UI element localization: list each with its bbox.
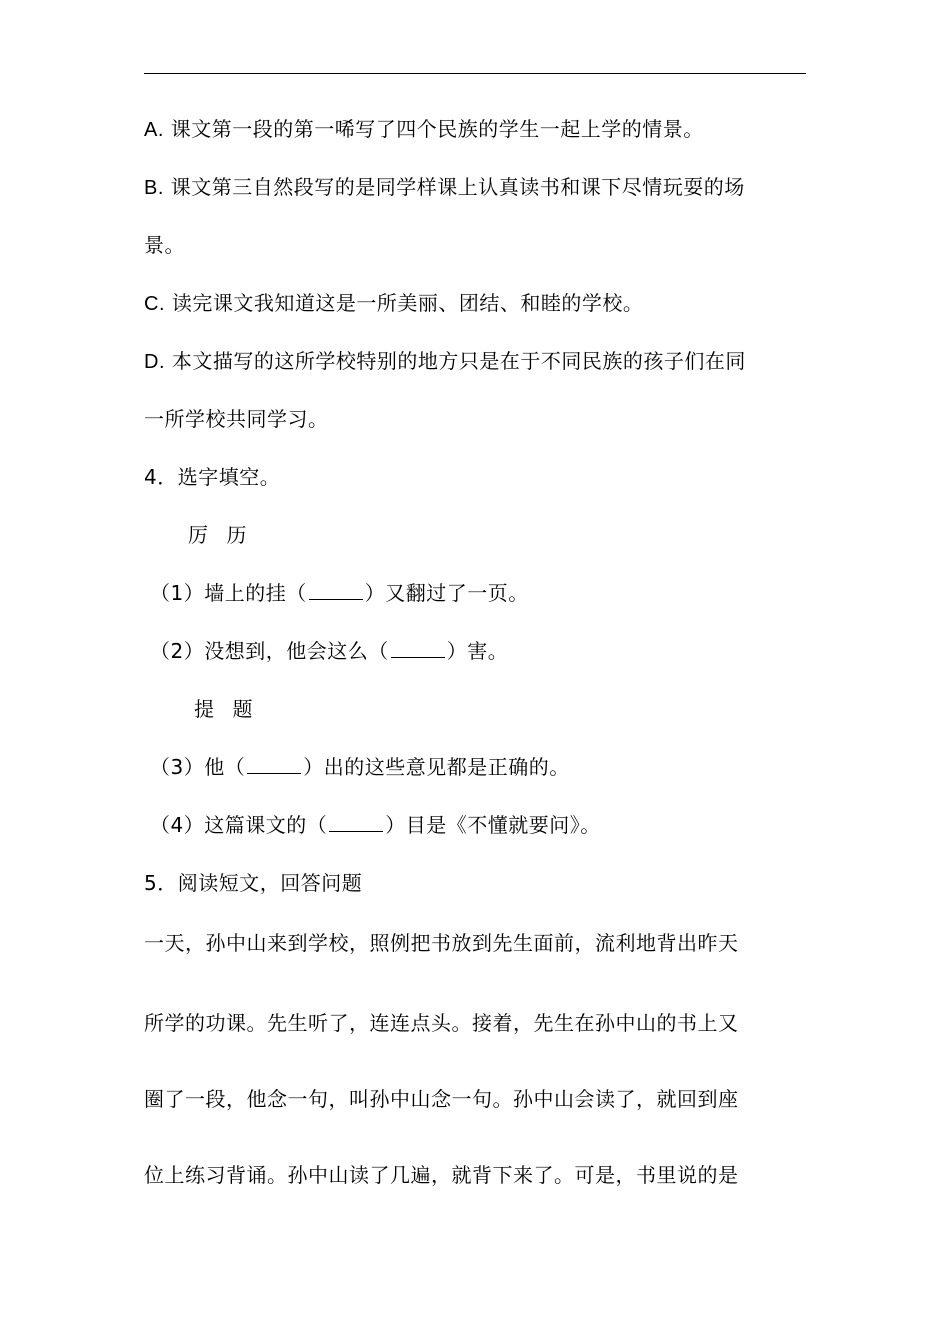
answer-blank-1[interactable] (309, 579, 363, 600)
q4-item-3-pre: （3）他（ (150, 755, 246, 779)
q4-item-3 (150, 752, 570, 782)
option-c-text: 读完课文我知道这是一所美丽、团结、和睦的学校。 (165, 291, 644, 315)
q4-item-4-pre: （4）这篇课文的（ (150, 813, 328, 837)
option-c-letter: C. (144, 293, 165, 315)
question-5-title: 5．阅读短文，回答问题 (144, 871, 363, 895)
q4-item-3-post: ）出的这些意见都是正确的。 (303, 755, 570, 779)
answer-blank-3[interactable] (247, 753, 301, 774)
q4-item-1-post: ）又翻过了一页。 (364, 581, 529, 605)
question-4-title: 4．选字填空。 (144, 465, 281, 489)
char-pair-1-a: 厉 (188, 523, 209, 547)
passage-line-4: 位上练习背诵。孙中山读了几遍，就背下来了。可是，书里说的是 (144, 1163, 739, 1187)
char-pair-1 (188, 520, 247, 550)
q4-item-2 (150, 636, 508, 666)
q4-item-1-pre: （1）墙上的挂（ (150, 581, 307, 605)
q4-item-4-post: ）目是《不懂就要问》。 (385, 813, 601, 837)
q4-item-4 (150, 810, 601, 840)
passage-line-1: 一天，孙中山来到学校，照例把书放到先生面前，流利地背出昨天 (144, 931, 739, 955)
option-d-continued: 一所学校共同学习。 (144, 407, 329, 431)
option-d-letter: D. (144, 351, 165, 373)
answer-blank-4[interactable] (329, 811, 383, 832)
char-pair-2 (194, 694, 253, 724)
header-rule (144, 73, 806, 74)
option-c (144, 288, 643, 319)
answer-blank-2[interactable] (391, 637, 445, 658)
option-d (144, 346, 746, 377)
char-pair-1-b: 历 (226, 523, 247, 547)
passage-line-3: 圈了一段，他念一句，叫孙中山念一句。孙中山会读了，就回到座 (144, 1087, 739, 1111)
passage-line-2: 所学的功课。先生听了，连连点头。接着，先生在孙中山的书上又 (144, 1011, 739, 1035)
option-a (144, 114, 704, 145)
option-b-letter: B. (144, 177, 164, 199)
char-pair-2-a: 提 (194, 697, 215, 721)
option-b (144, 172, 745, 203)
option-b-text: 课文第三自然段写的是同学样课上认真读书和课下尽情玩耍的场 (163, 175, 745, 199)
q4-item-2-post: ）害。 (446, 639, 509, 663)
option-d-text: 本文描写的这所学校特别的地方只是在于不同民族的孩子们在同 (165, 349, 746, 373)
q4-item-2-pre: （2）没想到，他会这么（ (150, 639, 389, 663)
char-pair-2-b: 题 (232, 697, 253, 721)
option-b-continued: 景。 (144, 233, 185, 257)
q4-item-1 (150, 578, 529, 608)
option-a-letter: A. (144, 119, 164, 141)
option-a-text: 课文第一段的第一唏写了四个民族的学生一起上学的情景。 (163, 117, 704, 141)
